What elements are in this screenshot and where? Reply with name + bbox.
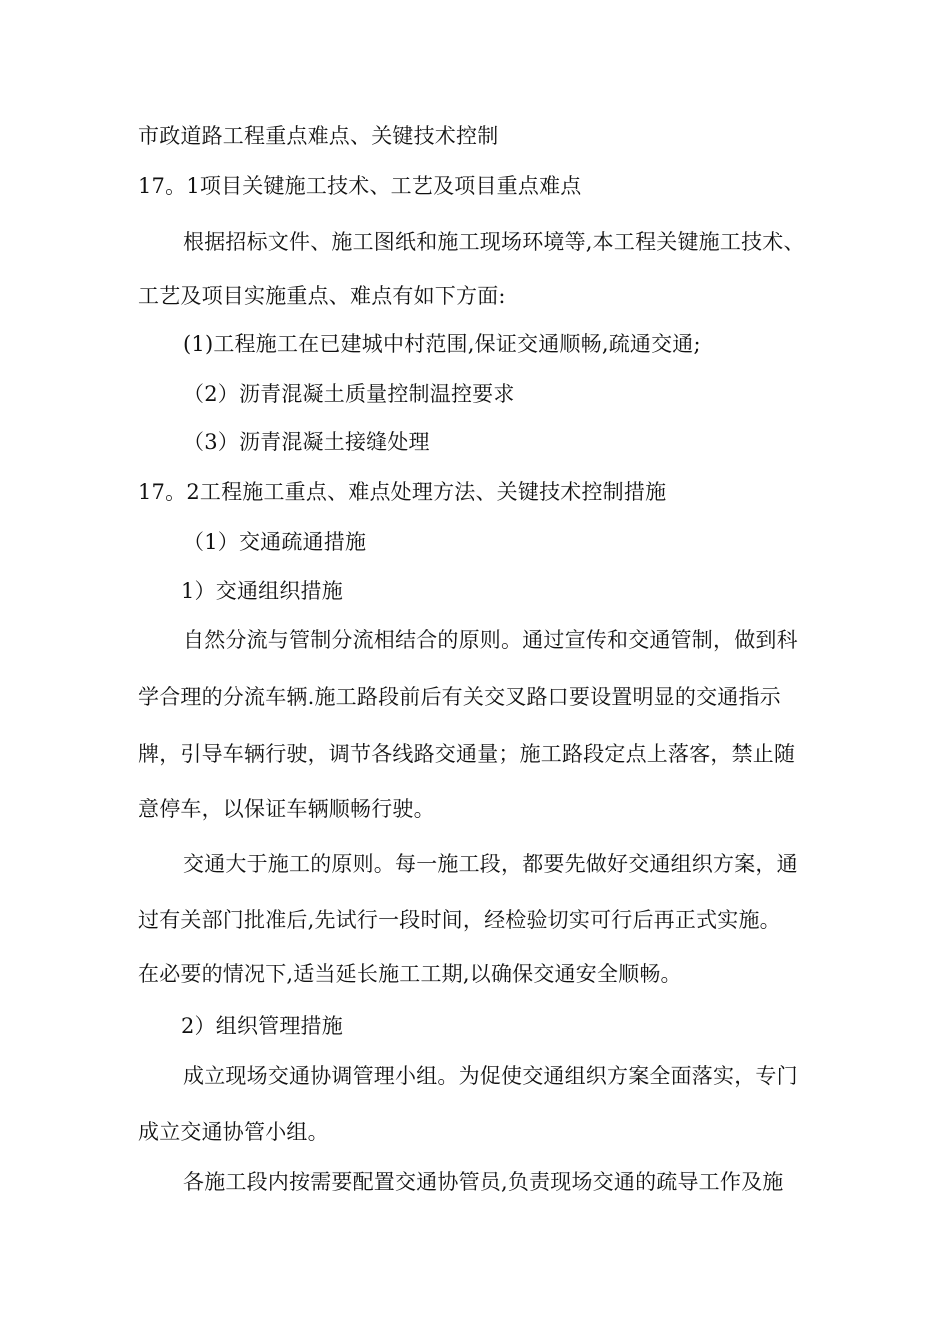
subheading-management-measures: 2）组织管理措施 xyxy=(181,1014,343,1038)
paragraph-4-line-1: 各施工段内按需要配置交通协管员,负责现场交通的疏导工作及施 xyxy=(183,1170,784,1194)
list-item-point-3: （3）沥青混凝土接缝处理 xyxy=(183,430,430,454)
intro-line-2: 工艺及项目实施重点、难点有如下方面: xyxy=(138,284,506,308)
paragraph-1-line-1: 自然分流与管制分流相结合的原则。通过宣传和交通管制，做到科 xyxy=(183,628,798,652)
paragraph-2-line-1: 交通大于施工的原则。每一施工段，都要先做好交通组织方案，通 xyxy=(183,852,798,876)
section-heading-17-2: 17。2工程施工重点、难点处理方法、关键技术控制措施 xyxy=(138,480,667,504)
paragraph-1-line-3: 牌，引导车辆行驶，调节各线路交通量；施工路段定点上落客，禁止随 xyxy=(138,742,796,766)
section-heading-17-1: 17。1项目关键施工技术、工艺及项目重点难点 xyxy=(138,174,582,198)
paragraph-2-line-2: 过有关部门批准后,先试行一段时间，经检验切实可行后再正式实施。 xyxy=(138,908,781,932)
list-item-point-2: （2）沥青混凝土质量控制温控要求 xyxy=(183,382,515,406)
subheading-traffic-measures: （1）交通疏通措施 xyxy=(183,530,367,554)
paragraph-3-line-1: 成立现场交通协调管理小组。为促使交通组织方案全面落实，专门 xyxy=(183,1064,798,1088)
paragraph-1-line-4: 意停车，以保证车辆顺畅行驶。 xyxy=(138,797,435,821)
paragraph-2-line-3: 在必要的情况下,适当延长施工工期,以确保交通安全顺畅。 xyxy=(138,962,682,986)
paragraph-1-line-2: 学合理的分流车辆.施工路段前后有关交叉路口要设置明显的交通指示 xyxy=(138,685,781,709)
document-title: 市政道路工程重点难点、关键技术控制 xyxy=(138,124,499,148)
intro-line-1: 根据招标文件、施工图纸和施工现场环境等,本工程关键施工技术、 xyxy=(183,230,805,254)
paragraph-3-line-2: 成立交通协管小组。 xyxy=(138,1120,329,1144)
subheading-traffic-organization: 1）交通组织措施 xyxy=(181,579,343,603)
list-item-point-1: (1)工程施工在已建城中村范围,保证交通顺畅,疏通交通; xyxy=(183,332,701,356)
